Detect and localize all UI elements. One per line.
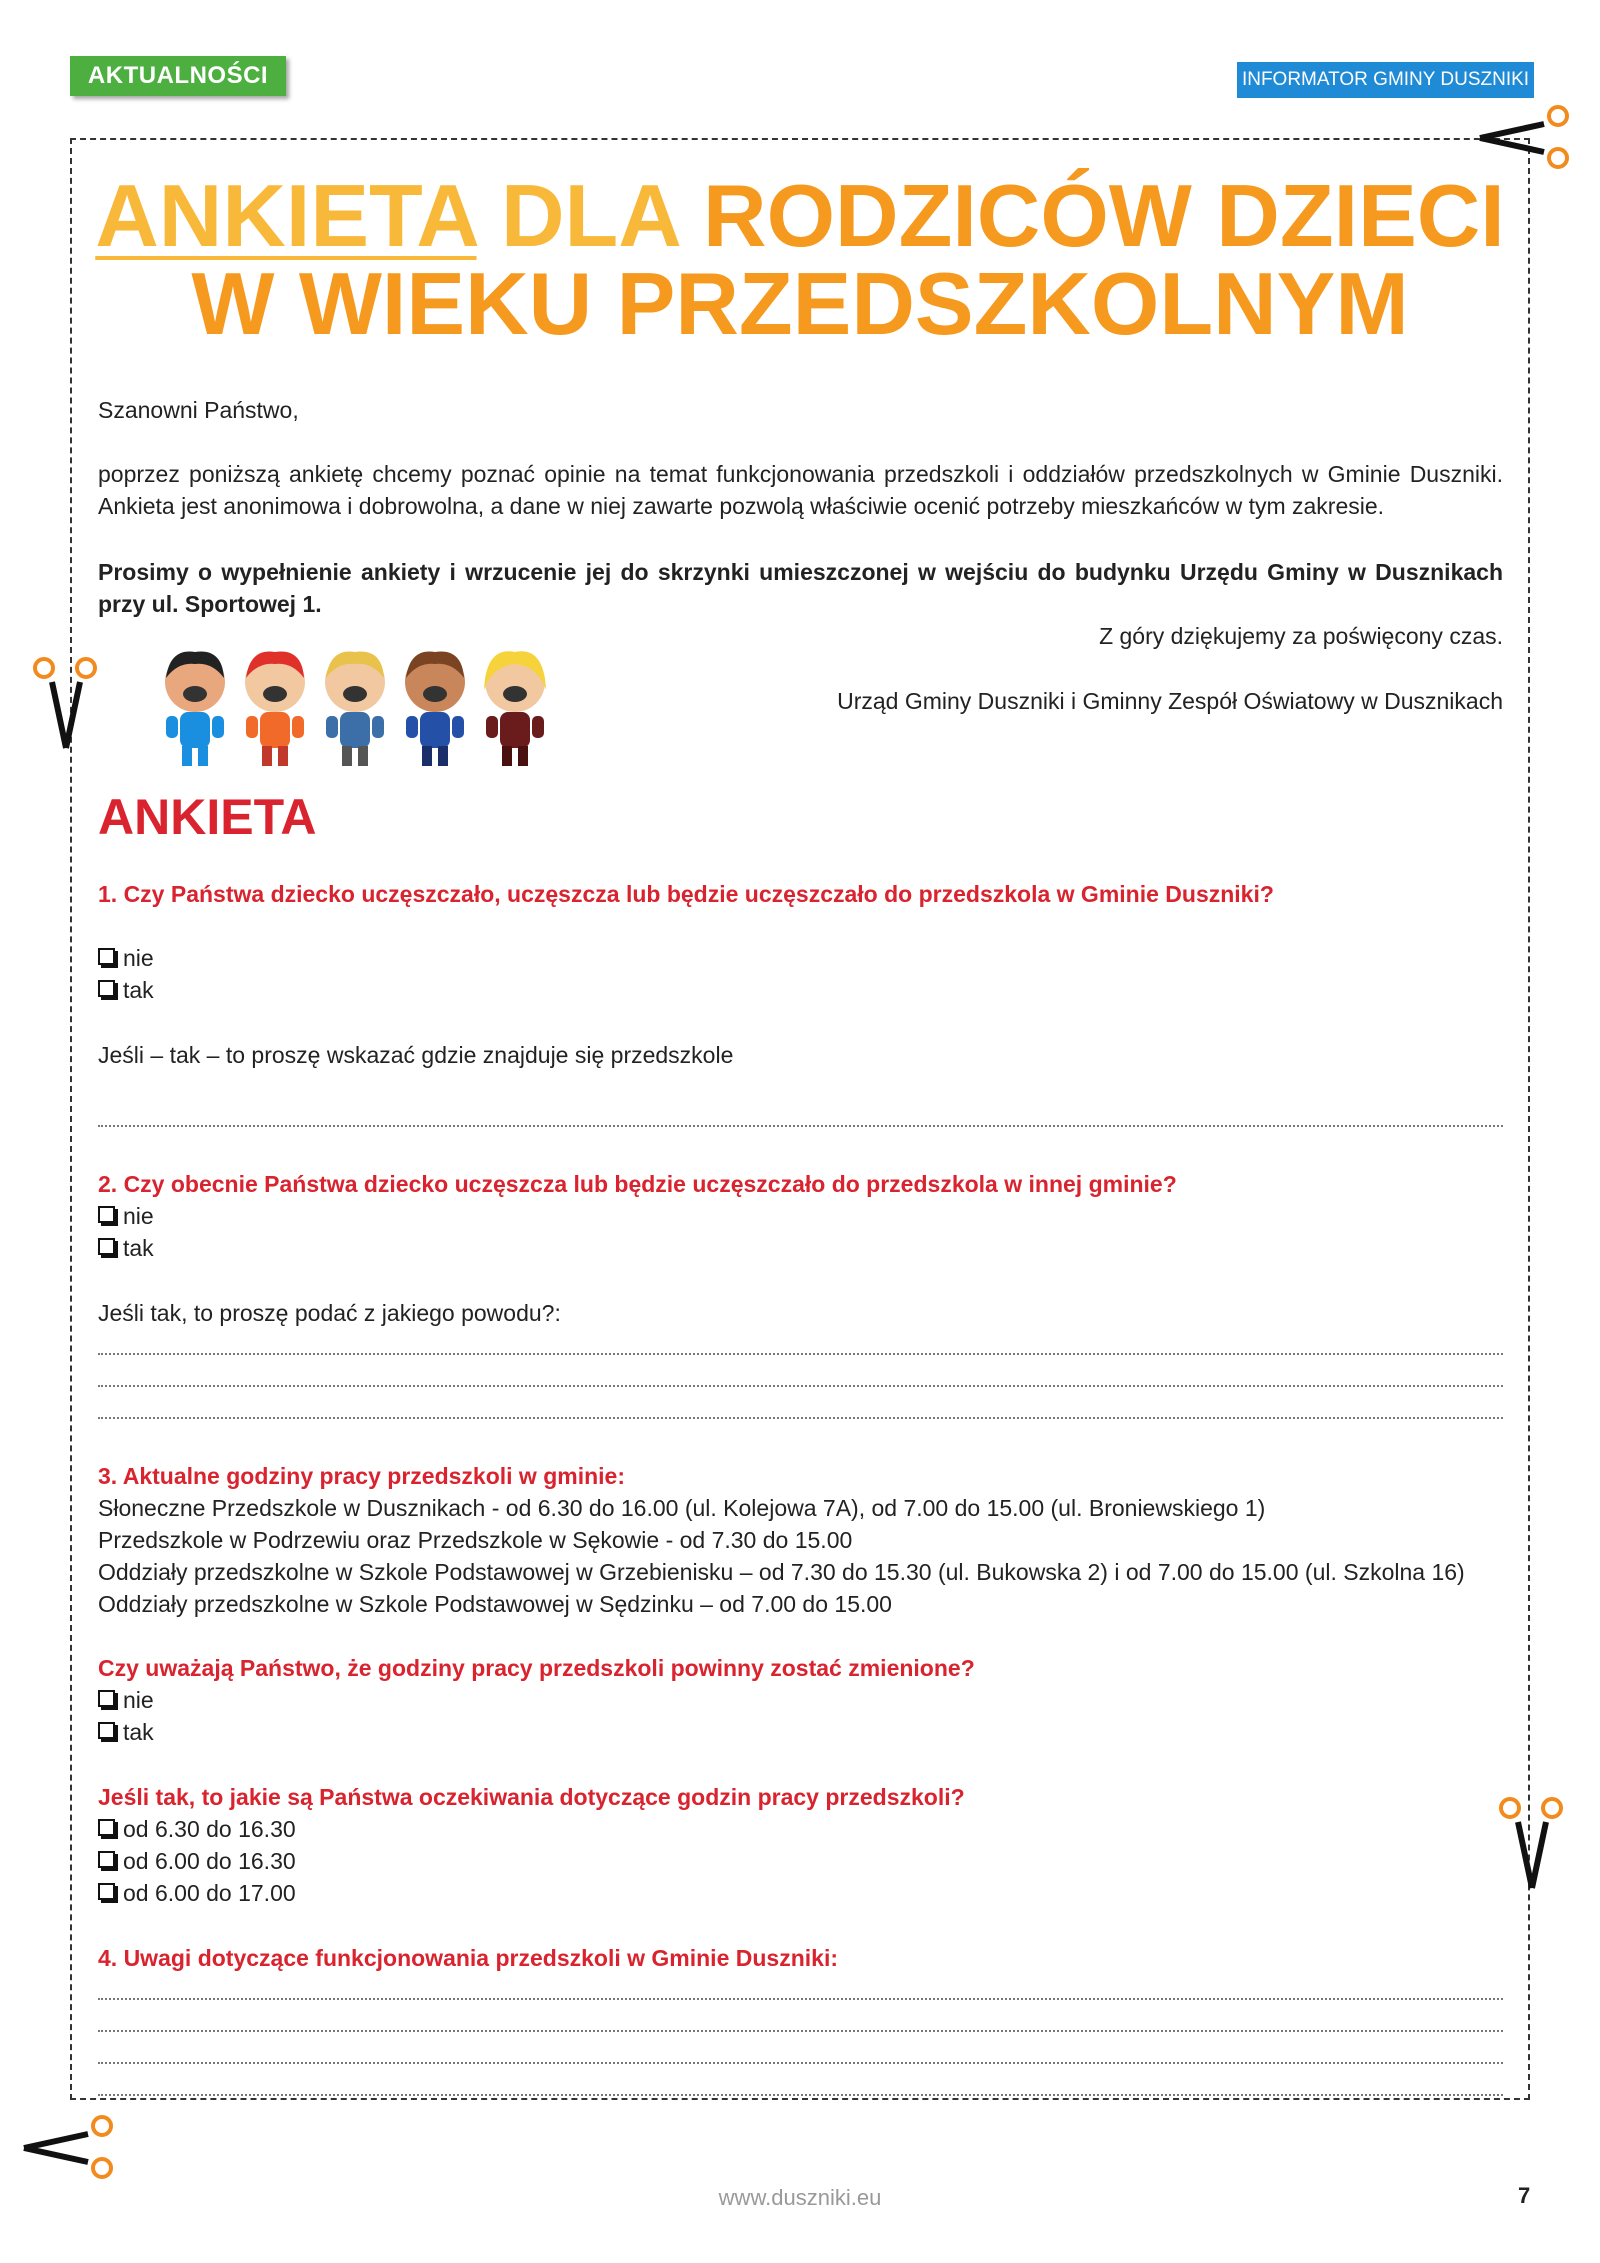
hours-line: Oddziały przedszkolne w Szkole Podstawowej w Sędzinku – od 7.00 do 15.00 (98, 1591, 892, 1617)
page-number: 7 (1518, 2183, 1531, 2208)
footer-website: www.duszniki.eu (718, 2185, 882, 2210)
option-label: nie (123, 945, 154, 971)
question-1: 1. Czy Państwa dziecko uczęszczało, uczęszcza lub będzie uczęszczało do przedszkola w Gminie Duszniki? (98, 881, 1274, 907)
intro-thanks: Z góry dziękujemy za poświęcony czas. (1099, 623, 1503, 649)
option-label: nie (123, 1687, 154, 1713)
option-label: od 6.00 do 17.00 (123, 1880, 296, 1906)
intro-signature: Urząd Gminy Duszniki i Gminny Zespół Oświatowy w Dusznikach (837, 688, 1503, 714)
checkbox-option[interactable] (98, 1200, 154, 1232)
question-3: 3. Aktualne godziny pracy przedszkoli w gminie: (98, 1463, 625, 1489)
checkbox-icon[interactable] (98, 1722, 115, 1739)
answer-line[interactable] (98, 2030, 1503, 2032)
question-2-followup: Jeśli tak, to proszę podać z jakiego powodu?: (98, 1300, 561, 1326)
question-1-followup: Jeśli – tak – to proszę wskazać gdzie znajduje się przedszkole (98, 1042, 734, 1068)
survey-heading: ANKIETA (98, 789, 317, 845)
checkbox-option[interactable] (98, 1684, 154, 1716)
intro-request: Prosimy o wypełnienie ankiety i wrzucenie jej do skrzynki umieszczonej w wejściu do budynku Urzędu Gminy w Dusznikach przy ul. Sportowej 1. (98, 559, 1503, 617)
checkbox-option[interactable] (98, 1813, 296, 1845)
option-label: od 6.30 do 16.30 (123, 1816, 296, 1842)
question-4: 4. Uwagi dotyczące funkcjonowania przedszkoli w Gminie Duszniki: (98, 1945, 838, 1971)
checkbox-icon[interactable] (98, 1238, 115, 1255)
checkbox-icon[interactable] (98, 1206, 115, 1223)
question-3-expectations: Jeśli tak, to jakie są Państwa oczekiwania dotyczące godzin pracy przedszkoli? (98, 1784, 965, 1810)
section-label: AKTUALNOŚCI (70, 56, 286, 96)
option-label: od 6.00 do 16.30 (123, 1848, 296, 1874)
title-word-ankieta: ANKIETA (95, 166, 477, 265)
hours-line: Przedszkole w Podrzewiu oraz Przedszkole w Sękowie - od 7.30 do 15.00 (98, 1527, 853, 1553)
checkbox-icon[interactable] (98, 980, 115, 997)
answer-line[interactable] (98, 2062, 1503, 2064)
question-3-sub: Czy uważają Państwo, że godziny pracy przedszkoli powinny zostać zmienione? (98, 1655, 975, 1681)
checkbox-option[interactable] (98, 942, 154, 974)
publication-label: INFORMATOR GMINY DUSZNIKI (1237, 62, 1534, 98)
option-label: tak (123, 977, 154, 1003)
answer-line[interactable] (98, 1385, 1503, 1387)
checkbox-icon[interactable] (98, 1819, 115, 1836)
scissors-icon (30, 650, 100, 750)
scissors-icon (1496, 1790, 1566, 1890)
hours-line: Oddziały przedszkolne w Szkole Podstawowej w Grzebienisku – od 7.30 do 15.30 (ul. Bukowska 2) i od 7.00 do 15.00 (ul. Szkolna 16) (98, 1559, 1465, 1585)
checkbox-option[interactable] (98, 1877, 296, 1909)
answer-line[interactable] (98, 1125, 1503, 1127)
greeting: Szanowni Państwo, (98, 397, 299, 423)
answer-line[interactable] (98, 1417, 1503, 1419)
hours-line: Słoneczne Przedszkole w Dusznikach - od 6.30 do 16.00 (ul. Kolejowa 7A), od 7.00 do 15.00 (ul. Broniewskiego 1) (98, 1495, 1266, 1521)
checkbox-option[interactable] (98, 1716, 154, 1748)
page-title-line2: W WIEKU PRZEDSZKOLNYM (191, 254, 1409, 353)
checkbox-option[interactable] (98, 1845, 296, 1877)
checkbox-icon[interactable] (98, 1690, 115, 1707)
option-label: nie (123, 1203, 154, 1229)
page-title (0, 166, 1600, 265)
title-word-dla: DLA (501, 166, 679, 265)
checkbox-icon[interactable] (98, 1851, 115, 1868)
intro-paragraph: poprzez poniższą ankietę chcemy poznać opinie na temat funkcjonowania przedszkoli i oddziałów przedszkolnych w Gminie Duszniki. Ankieta jest anonimowa i dobrowolna, a dane w niej zawarte pozwolą właściwie ocenić potrzeby mieszkańców w tym zakresie. (98, 461, 1503, 519)
checkbox-option[interactable] (98, 974, 154, 1006)
children-illustration (162, 650, 562, 770)
option-label: tak (123, 1235, 154, 1261)
answer-line[interactable] (98, 2094, 1503, 2096)
checkbox-icon[interactable] (98, 1883, 115, 1900)
answer-line[interactable] (98, 1353, 1503, 1355)
question-2: 2. Czy obecnie Państwa dziecko uczęszcza lub będzie uczęszczało do przedszkola w innej gminie? (98, 1171, 1177, 1197)
answer-line[interactable] (98, 1998, 1503, 2000)
scissors-icon (22, 2112, 122, 2182)
option-label: tak (123, 1719, 154, 1745)
scissors-icon (1478, 102, 1578, 172)
checkbox-icon[interactable] (98, 948, 115, 965)
checkbox-option[interactable] (98, 1232, 154, 1264)
title-word-rodzicow: RODZICÓW DZIECI (703, 166, 1505, 265)
